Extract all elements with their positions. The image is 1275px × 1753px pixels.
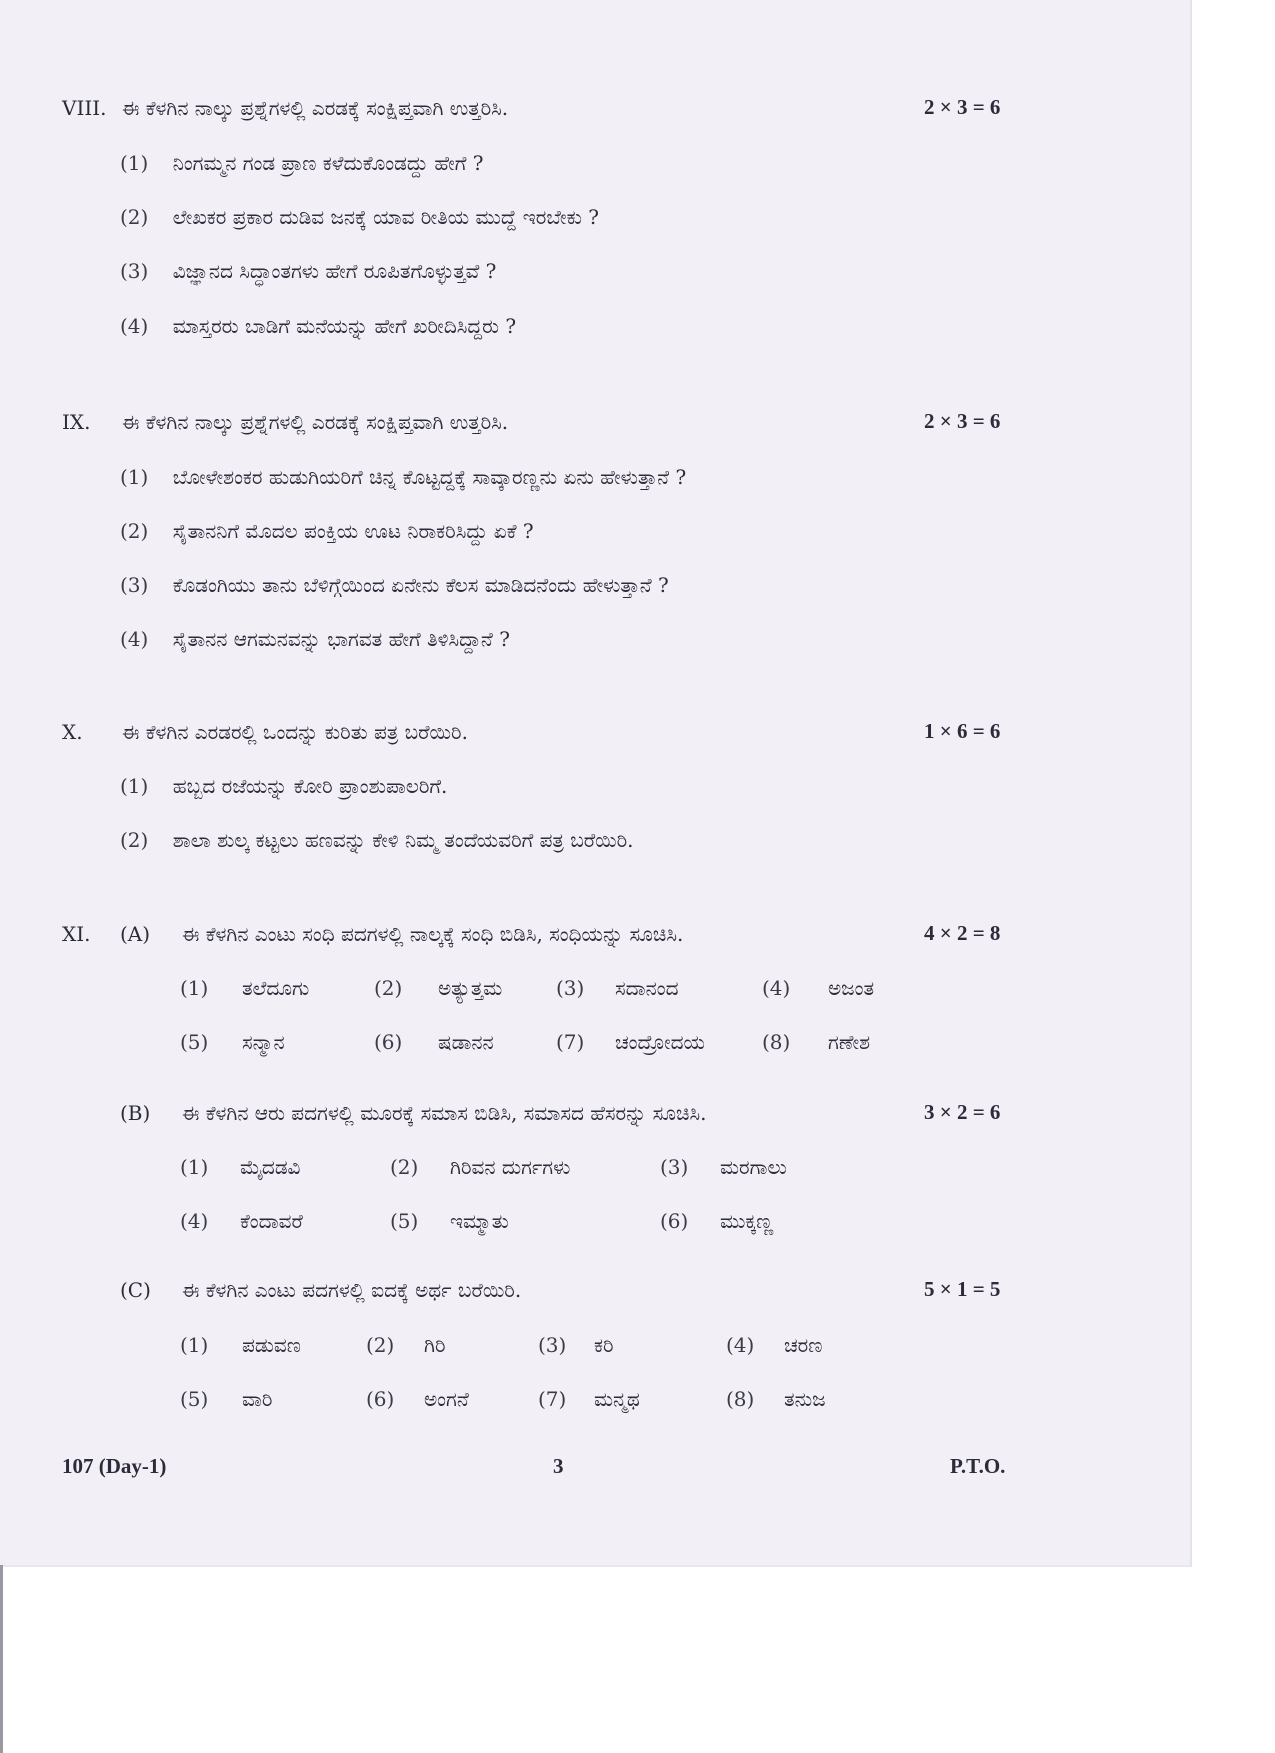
question-text: ಹಬ್ಬದ ರಜೆಯನ್ನು ಕೋರಿ ಪ್ರಾಂಶುಪಾಲರಿಗೆ. <box>172 774 448 798</box>
word-row: (1) ತಲೆದೂಗು (2) ಅತ್ಯುತ್ತಮ (3) ಸದಾನಂದ (4) ಅಜಂತ <box>180 976 875 1000</box>
word: ಸನ್ಮಾನ <box>242 1030 285 1054</box>
subsection-label: (C) <box>120 1278 151 1302</box>
word: ತಲೆದೂಗು <box>242 976 310 1000</box>
word: ಇಮ್ಮಾತು <box>450 1209 509 1233</box>
section-marks: 2 × 3 = 6 <box>924 409 1001 433</box>
word: ಅಜಂತ <box>828 976 875 1000</box>
word-row: (1) ಪಡುವಣ (2) ಗಿರಿ (3) ಕರಿ (4) ಚರಣ <box>180 1333 823 1357</box>
question-item: (3) ವಿಜ್ಞಾನದ ಸಿದ್ಧಾಂತಗಳು ಹೇಗೆ ರೂಪಿತಗೊಳ್ಳುತ್ತವೆ ? <box>120 259 497 283</box>
section-number: X. <box>62 720 83 744</box>
question-text: ಶಾಲಾ ಶುಲ್ಕ ಕಟ್ಟಲು ಹಣವನ್ನು ಕೇಳಿ ನಿಮ್ಮ ತಂದೆಯವರಿಗೆ ಪತ್ರ ಬರೆಯಿರಿ. <box>172 828 634 852</box>
question-text: ಸೈತಾನನ ಆಗಮನವನ್ನು ಭಾಗವತ ಹೇಗೆ ತಿಳಿಸಿದ್ದಾನೆ ? <box>172 627 510 651</box>
word: ಚರಣ <box>784 1333 823 1357</box>
question-text: ವಿಜ್ಞಾನದ ಸಿದ್ಧಾಂತಗಳು ಹೇಗೆ ರೂಪಿತಗೊಳ್ಳುತ್ತವೆ ? <box>172 259 497 283</box>
section-marks: 5 × 1 = 5 <box>924 1277 1001 1301</box>
word: ಷಡಾನನ <box>438 1030 494 1054</box>
word: ಅಂಗನೆ <box>424 1387 469 1411</box>
question-item: (1) ಹಬ್ಬದ ರಜೆಯನ್ನು ಕೋರಿ ಪ್ರಾಂಶುಪಾಲರಿಗೆ. <box>120 774 448 798</box>
section-instruction: ಈ ಕೆಳಗಿನ ಎರಡರಲ್ಲಿ ಒಂದನ್ನು ಕುರಿತು ಪತ್ರ ಬರೆಯಿರಿ. <box>122 720 468 744</box>
section-xi-b-heading <box>120 1101 1022 1127</box>
question-item: (2) ಶಾಲಾ ಶುಲ್ಕ ಕಟ್ಟಲು ಹಣವನ್ನು ಕೇಳಿ ನಿಮ್ಮ ತಂದೆಯವರಿಗೆ ಪತ್ರ ಬರೆಯಿರಿ. <box>120 828 634 852</box>
section-x-heading <box>62 720 1022 746</box>
word: ಮರಗಾಲು <box>720 1155 787 1179</box>
word: ಕೆಂದಾವರೆ <box>240 1209 303 1233</box>
word: ಮೈದಡವಿ <box>240 1155 301 1179</box>
word-row: (1) ಮೈದಡವಿ (2) ಗಿರಿವನ ದುರ್ಗಗಳು (3) ಮರಗಾಲು <box>180 1155 787 1179</box>
word: ಮನ್ಮಥ <box>594 1387 640 1411</box>
paper-code: 107 (Day-1) <box>62 1454 167 1478</box>
word-row: (5) ವಾರಿ (6) ಅಂಗನೆ (7) ಮನ್ಮಥ (8) ತನುಜ <box>180 1387 826 1411</box>
word-row: (5) ಸನ್ಮಾನ (6) ಷಡಾನನ (7) ಚಂದ್ರೋದಯ (8) ಗಣೇಶ <box>180 1030 871 1054</box>
question-text: ಕೊಡಂಗಿಯು ತಾನು ಬೆಳಿಗ್ಗೆಯಿಂದ ಏನೇನು ಕೆಲಸ ಮಾಡಿದನೆಂದು ಹೇಳುತ್ತಾನೆ ? <box>172 573 669 597</box>
section-xi-c-heading <box>120 1278 1022 1304</box>
question-item: (2) ಲೇಖಕರ ಪ್ರಕಾರ ದುಡಿವ ಜನಕ್ಕೆ ಯಾವ ರೀತಿಯ ಮುದ್ದೆ ಇರಬೇಕು ? <box>120 205 600 229</box>
scan-edge <box>0 1565 3 1753</box>
word: ಕರಿ <box>594 1333 614 1357</box>
section-marks: 3 × 2 = 6 <box>924 1100 1001 1124</box>
section-marks: 2 × 3 = 6 <box>924 95 1001 119</box>
question-text: ಬೋಳೇಶಂಕರ ಹುಡುಗಿಯರಿಗೆ ಚಿನ್ನ ಕೊಟ್ಟದ್ದಕ್ಕೆ ಸಾವ್ಕಾರಣ್ಣನು ಏನು ಹೇಳುತ್ತಾನೆ ? <box>172 465 687 489</box>
section-viii-heading <box>62 96 1022 122</box>
word: ವಾರಿ <box>242 1387 273 1411</box>
pto-label: P.T.O. <box>950 1454 1006 1478</box>
question-item: (2) ಸೈತಾನನಿಗೆ ಮೊದಲ ಪಂಕ್ತಿಯ ಊಟ ನಿರಾಕರಿಸಿದ್ದು ಏಕೆ ? <box>120 519 534 543</box>
question-text: ಸೈತಾನನಿಗೆ ಮೊದಲ ಪಂಕ್ತಿಯ ಊಟ ನಿರಾಕರಿಸಿದ್ದು ಏಕೆ ? <box>172 519 534 543</box>
section-marks: 4 × 2 = 8 <box>924 921 1001 945</box>
word-row: (4) ಕೆಂದಾವರೆ (5) ಇಮ್ಮಾತು (6) ಮುಕ್ಕಣ್ಣ <box>180 1209 774 1233</box>
section-instruction: ಈ ಕೆಳಗಿನ ಎಂಟು ಪದಗಳಲ್ಲಿ ಐದಕ್ಕೆ ಅರ್ಥ ಬರೆಯಿರಿ. <box>182 1278 522 1302</box>
question-item: (4) ಸೈತಾನನ ಆಗಮನವನ್ನು ಭಾಗವತ ಹೇಗೆ ತಿಳಿಸಿದ್ದಾನೆ ? <box>120 627 510 651</box>
word: ಸದಾನಂದ <box>615 976 679 1000</box>
word: ತನುಜ <box>784 1387 826 1411</box>
word: ಪಡುವಣ <box>242 1333 301 1357</box>
question-text: ನಿಂಗಮ್ಮನ ಗಂಡ ಪ್ರಾಣ ಕಳೆದುಕೊಂಡದ್ದು ಹೇಗೆ ? <box>172 151 484 175</box>
subsection-label: (B) <box>120 1101 151 1125</box>
section-number: XI. <box>62 922 91 946</box>
section-instruction: ಈ ಕೆಳಗಿನ ನಾಲ್ಕು ಪ್ರಶ್ನೆಗಳಲ್ಲಿ ಎರಡಕ್ಕೆ ಸಂಕ್ಷಿಪ್ತವಾಗಿ ಉತ್ತರಿಸಿ. <box>122 96 509 120</box>
word: ಅತ್ಯುತ್ತಮ <box>438 976 503 1000</box>
question-item: (4) ಮಾಸ್ತರರು ಬಾಡಿಗೆ ಮನೆಯನ್ನು ಹೇಗೆ ಖರೀದಿಸಿದ್ದರು ? <box>120 314 517 338</box>
word: ಗಣೇಶ <box>828 1030 871 1054</box>
page-number: 3 <box>553 1454 564 1478</box>
question-item: (3) ಕೊಡಂಗಿಯು ತಾನು ಬೆಳಿಗ್ಗೆಯಿಂದ ಏನೇನು ಕೆಲಸ ಮಾಡಿದನೆಂದು ಹೇಳುತ್ತಾನೆ ? <box>120 573 669 597</box>
section-ix-heading <box>62 410 1022 436</box>
question-item: (1) ನಿಂಗಮ್ಮನ ಗಂಡ ಪ್ರಾಣ ಕಳೆದುಕೊಂಡದ್ದು ಹೇಗೆ ? <box>120 151 484 175</box>
question-item: (1) ಬೋಳೇಶಂಕರ ಹುಡುಗಿಯರಿಗೆ ಚಿನ್ನ ಕೊಟ್ಟದ್ದಕ್ಕೆ ಸಾವ್ಕಾರಣ್ಣನು ಏನು ಹೇಳುತ್ತಾನೆ ? <box>120 465 687 489</box>
section-instruction: ಈ ಕೆಳಗಿನ ಎಂಟು ಸಂಧಿ ಪದಗಳಲ್ಲಿ ನಾಲ್ಕಕ್ಕೆ ಸಂಧಿ ಬಿಡಿಸಿ, ಸಂಧಿಯನ್ನು ಸೂಚಿಸಿ. <box>182 922 684 946</box>
section-number: IX. <box>62 410 91 434</box>
section-xi-a-heading <box>62 922 1022 948</box>
section-number: VIII. <box>62 96 107 120</box>
section-marks: 1 × 6 = 6 <box>924 719 1001 743</box>
question-text: ಲೇಖಕರ ಪ್ರಕಾರ ದುಡಿವ ಜನಕ್ಕೆ ಯಾವ ರೀತಿಯ ಮುದ್ದೆ ಇರಬೇಕು ? <box>172 205 600 229</box>
section-instruction: ಈ ಕೆಳಗಿನ ನಾಲ್ಕು ಪ್ರಶ್ನೆಗಳಲ್ಲಿ ಎರಡಕ್ಕೆ ಸಂಕ್ಷಿಪ್ತವಾಗಿ ಉತ್ತರಿಸಿ. <box>122 410 509 434</box>
section-instruction: ಈ ಕೆಳಗಿನ ಆರು ಪದಗಳಲ್ಲಿ ಮೂರಕ್ಕೆ ಸಮಾಸ ಬಿಡಿಸಿ, ಸಮಾಸದ ಹೆಸರನ್ನು ಸೂಚಿಸಿ. <box>182 1101 707 1125</box>
word: ಚಂದ್ರೋದಯ <box>615 1030 705 1054</box>
word: ಮುಕ್ಕಣ್ಣ <box>720 1209 774 1233</box>
word: ಗಿರಿವನ ದುರ್ಗಗಳು <box>450 1155 571 1179</box>
question-text: ಮಾಸ್ತರರು ಬಾಡಿಗೆ ಮನೆಯನ್ನು ಹೇಗೆ ಖರೀದಿಸಿದ್ದರು ? <box>172 314 517 338</box>
subsection-label: (A) <box>120 922 151 946</box>
word: ಗಿರಿ <box>424 1333 446 1357</box>
